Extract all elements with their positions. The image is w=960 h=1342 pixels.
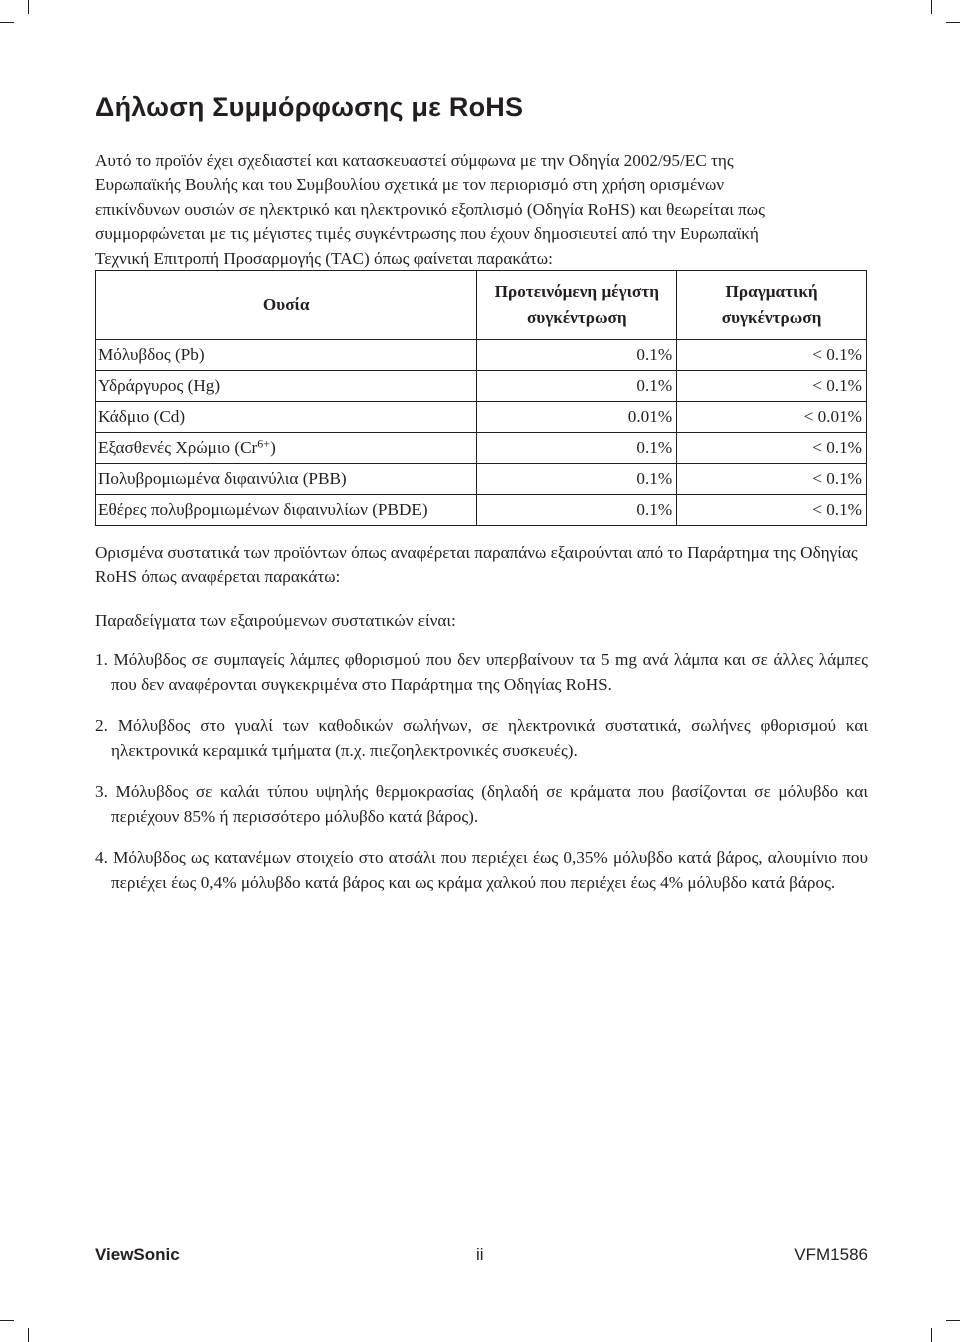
- header-actual-concentration: [677, 271, 867, 340]
- crop-mark-bottom-right: [946, 1320, 960, 1321]
- substance-cell: Μόλυβδος (Pb): [96, 340, 477, 371]
- intro-line: Ευρωπαϊκής Βουλής και του Συμβουλίου σχετικά με τον περιορισμό στη χρήση ορισμένων: [95, 175, 725, 195]
- proposed-cell: 0.1%: [477, 340, 677, 371]
- proposed-cell: 0.1%: [477, 464, 677, 495]
- intro-line: συμμορφώνεται με τις μέγιστες τιμές συγκέντρωσης που έχουν δημοσιευτεί από την Ευρωπαϊκή: [95, 224, 759, 244]
- crop-mark-bottom-left: [28, 1328, 29, 1342]
- table-row: [96, 371, 867, 402]
- substance-cell: Υδράργυρος (Hg): [96, 371, 477, 402]
- list-item: 4. Μόλυβδος ως κατανέμων στοιχείο στο ατσάλι που περιέχει έως 0,35% μόλυβδο κατά βάρος, αλουμίνιο που περιέχει έως 0,4% μόλυβδο κατά βάρος και ως κράμα χαλκού που περιέχει έως 4% μόλυβδο κατά βάρος.: [95, 848, 868, 893]
- page-title: Δήλωση Συμμόρφωσης με RoHS: [95, 92, 524, 122]
- oxidation-state-superscript: 6+: [257, 436, 271, 451]
- list-item: 1. Μόλυβδος σε συμπαγείς λάμπες φθορισμού που δεν υπερβαίνουν τα 5 mg ανά λάμπα και σε άλλες λάμπες που δεν αναφέρονται συγκεκριμένα στο Παράρτημα της Οδηγίας RoHS.: [95, 650, 868, 694]
- header-proposed-concentration: [477, 271, 677, 340]
- table-row: [96, 495, 867, 526]
- footer-page-number: ii: [476, 1245, 484, 1264]
- substance-name: Εξασθενές Χρώμιο (Cr: [98, 438, 258, 457]
- proposed-cell: 0.1%: [477, 433, 677, 464]
- crop-mark-top-left: [0, 22, 14, 23]
- list-item: 2. Μόλυβδος στο γυαλί των καθοδικών σωλήνων, σε ηλεκτρονικά συστατικά, σωλήνες φθορισμού και ηλεκτρονικά κεραμικά τμήματα (π.χ. πιεζοηλεκτρονικές συσκευές).: [95, 716, 868, 760]
- header-substance: Ουσία: [96, 271, 477, 340]
- table-row: [96, 402, 867, 433]
- intro-paragraph: [95, 149, 865, 271]
- footer-brand: ViewSonic: [95, 1245, 180, 1264]
- actual-cell: < 0.1%: [677, 371, 867, 402]
- substance-suffix: ): [270, 438, 276, 457]
- substance-concentration-table: [95, 270, 867, 526]
- actual-cell: < 0.1%: [677, 495, 867, 526]
- actual-cell: < 0.01%: [677, 402, 867, 433]
- intro-line: Αυτό το προϊόν έχει σχεδιαστεί και κατασκευαστεί σύμφωνα με την Οδηγία 2002/95/EC της: [95, 151, 734, 170]
- table-row: [96, 464, 867, 495]
- substance-cell: [96, 433, 477, 464]
- proposed-cell: 0.1%: [477, 371, 677, 402]
- list-item: 3. Μόλυβδος σε καλάι τύπου υψηλής θερμοκρασίας (δηλαδή σε κράματα που βασίζονται σε μόλυβδο και περιέχουν 85% ή περισσότερο μόλυβδο κατά βάρος).: [95, 782, 868, 826]
- intro-line: Τεχνική Επιτροπή Προσαρμογής (TAC) όπως φαίνεται παρακάτω:: [95, 248, 553, 268]
- proposed-cell: 0.01%: [477, 402, 677, 433]
- actual-cell: < 0.1%: [677, 433, 867, 464]
- table-header-row: [96, 271, 867, 340]
- exemption-list: [95, 648, 868, 912]
- crop-mark-bottom-right: [931, 1328, 932, 1342]
- footer-model: VFM1586: [794, 1245, 868, 1264]
- table-row: [96, 340, 867, 371]
- header-proposed-line1: Προτεινόμενη μέγιστη: [494, 282, 659, 301]
- proposed-cell: 0.1%: [477, 495, 677, 526]
- actual-cell: < 0.1%: [677, 340, 867, 371]
- actual-cell: < 0.1%: [677, 464, 867, 495]
- exemption-note: Ορισμένα συστατικά των προϊόντων όπως αναφέρεται παραπάνω εξαιρούνται από το Παράρτημα της Οδηγίας RoHS όπως αναφέρεται παρακάτω:: [95, 543, 858, 587]
- substance-cell: Κάδμιο (Cd): [96, 402, 477, 433]
- examples-heading: Παραδείγματα των εξαιρούμενων συστατικών είναι:: [95, 611, 456, 630]
- crop-mark-bottom-left: [0, 1320, 14, 1321]
- header-actual-line2: συγκέντρωση: [721, 308, 822, 327]
- substance-cell: Εθέρες πολυβρομιωμένων διφαινυλίων (PBDE): [96, 495, 477, 526]
- crop-mark-top-right: [931, 0, 932, 14]
- header-actual-line1: Πραγματική: [725, 282, 818, 301]
- crop-mark-top-left: [28, 0, 29, 14]
- intro-line: επικίνδυνων ουσιών σε ηλεκτρικό και ηλεκτρονικό εξοπλισμό (Οδηγία RoHS) και θεωρείται πως: [95, 199, 765, 219]
- substance-cell: Πολυβρομιωμένα διφαινύλια (PBB): [96, 464, 477, 495]
- table-row: [96, 433, 867, 464]
- header-proposed-line2: συγκέντρωση: [526, 308, 627, 327]
- crop-mark-top-right: [946, 22, 960, 23]
